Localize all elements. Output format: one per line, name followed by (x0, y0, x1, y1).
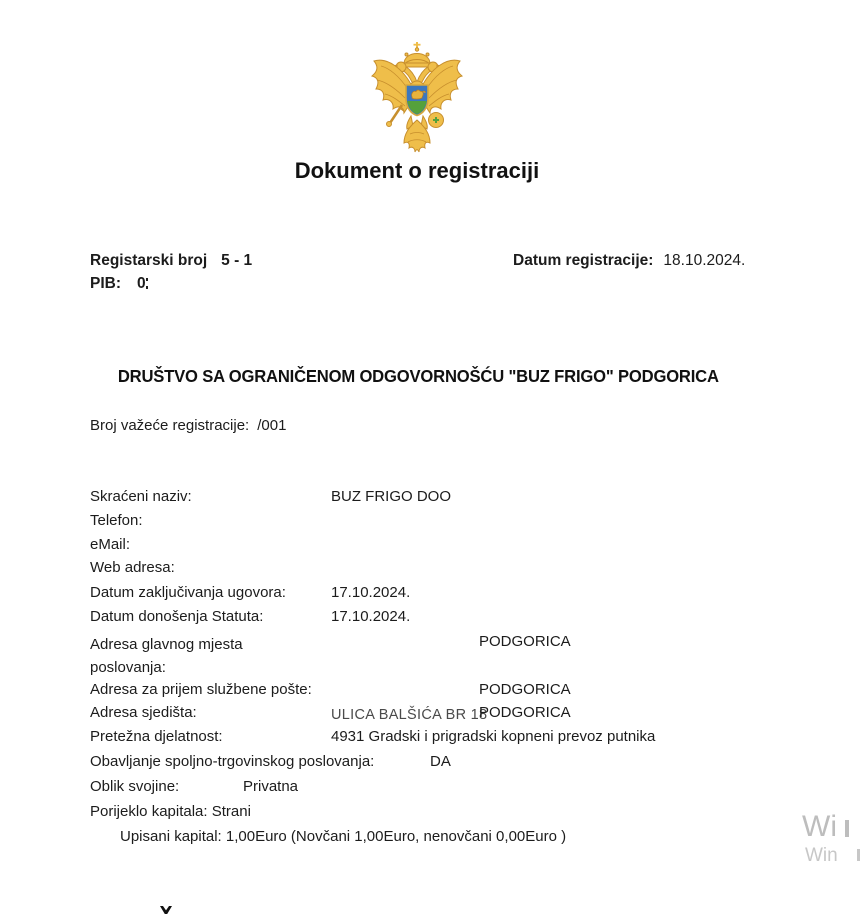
field-value: PODGORICA (479, 681, 571, 698)
clipped-character-fragment (160, 906, 172, 914)
pib-partial-digit-fragment (147, 277, 152, 290)
windows-watermark-line1: Wi (802, 810, 837, 843)
field-label: Adresa za prijem službene pošte: (90, 681, 312, 698)
windows-watermark-partial-letter (857, 849, 860, 861)
valid-registration-value: /001 (257, 417, 287, 434)
field-value: 17.10.2024. (331, 584, 411, 601)
windows-watermark-line2: Win (805, 845, 838, 866)
company-title: DRUŠTVO SA OGRANIČENOM ODGOVORNOŠĆU "BUZ FRIGO" PODGORICA (117, 366, 719, 386)
field-value: 1,00Euro (Novčani 1,00Euro, nenovčani 0,00Euro ) (225, 828, 567, 845)
registration-number-value: 5 - 1 (221, 252, 253, 269)
field-label: Telefon: (90, 512, 143, 529)
field-row-porijeklo-kapitala (90, 803, 251, 827)
pib-value: 0 (137, 275, 146, 292)
field-label: Porijeklo kapitala: (90, 803, 208, 820)
valid-registration-row (90, 417, 286, 434)
field-label: Adresa glavnog mjesta poslovanja: (90, 636, 243, 676)
field-value: 4931 Gradski i prigradski kopneni prevoz putnika (331, 728, 656, 745)
field-label: Datum donošenja Statuta: (90, 608, 264, 625)
company-title-row (0, 366, 836, 387)
pib-row (90, 275, 152, 293)
field-value: PODGORICA (479, 704, 571, 721)
field-value: Privatna (243, 778, 299, 795)
field-label: eMail: (90, 536, 131, 553)
montenegro-coat-of-arms-icon (367, 42, 467, 155)
field-value-clipped-street: ULICA BALŠIĆA BR 18 (331, 707, 488, 723)
field-value: PODGORICA (479, 633, 571, 650)
field-row-upisani-kapital (90, 828, 566, 852)
registration-number-label: Registarski broj (90, 252, 208, 269)
field-value: 17.10.2024. (331, 608, 411, 625)
field-value: BUZ FRIGO DOO (331, 488, 451, 505)
field-label: Obavljanje spoljno-trgovinskog poslovanja: (90, 753, 375, 770)
field-label: Skraćeni naziv: (90, 488, 192, 505)
field-label: Oblik svojine: (90, 778, 180, 795)
field-value: Strani (211, 803, 251, 820)
document-title: Dokument o registraciji (294, 158, 540, 183)
field-label: Adresa sjedišta: (90, 704, 197, 721)
field-label: Web adresa: (90, 559, 175, 576)
registration-number-row (90, 252, 252, 270)
field-label: Upisani kapital: (120, 828, 222, 845)
field-value: DA (430, 753, 451, 770)
field-label: Pretežna djelatnost: (90, 728, 223, 745)
registration-date-row (513, 252, 745, 270)
windows-watermark-partial-letter (845, 820, 849, 837)
pib-label: PIB: (90, 275, 121, 292)
field-label: Datum zaključivanja ugovora: (90, 584, 286, 601)
registration-date-label: Datum registracije: (513, 252, 654, 269)
registration-date-value: 18.10.2024. (663, 252, 746, 269)
valid-registration-label: Broj važeće registracije: (90, 417, 250, 434)
